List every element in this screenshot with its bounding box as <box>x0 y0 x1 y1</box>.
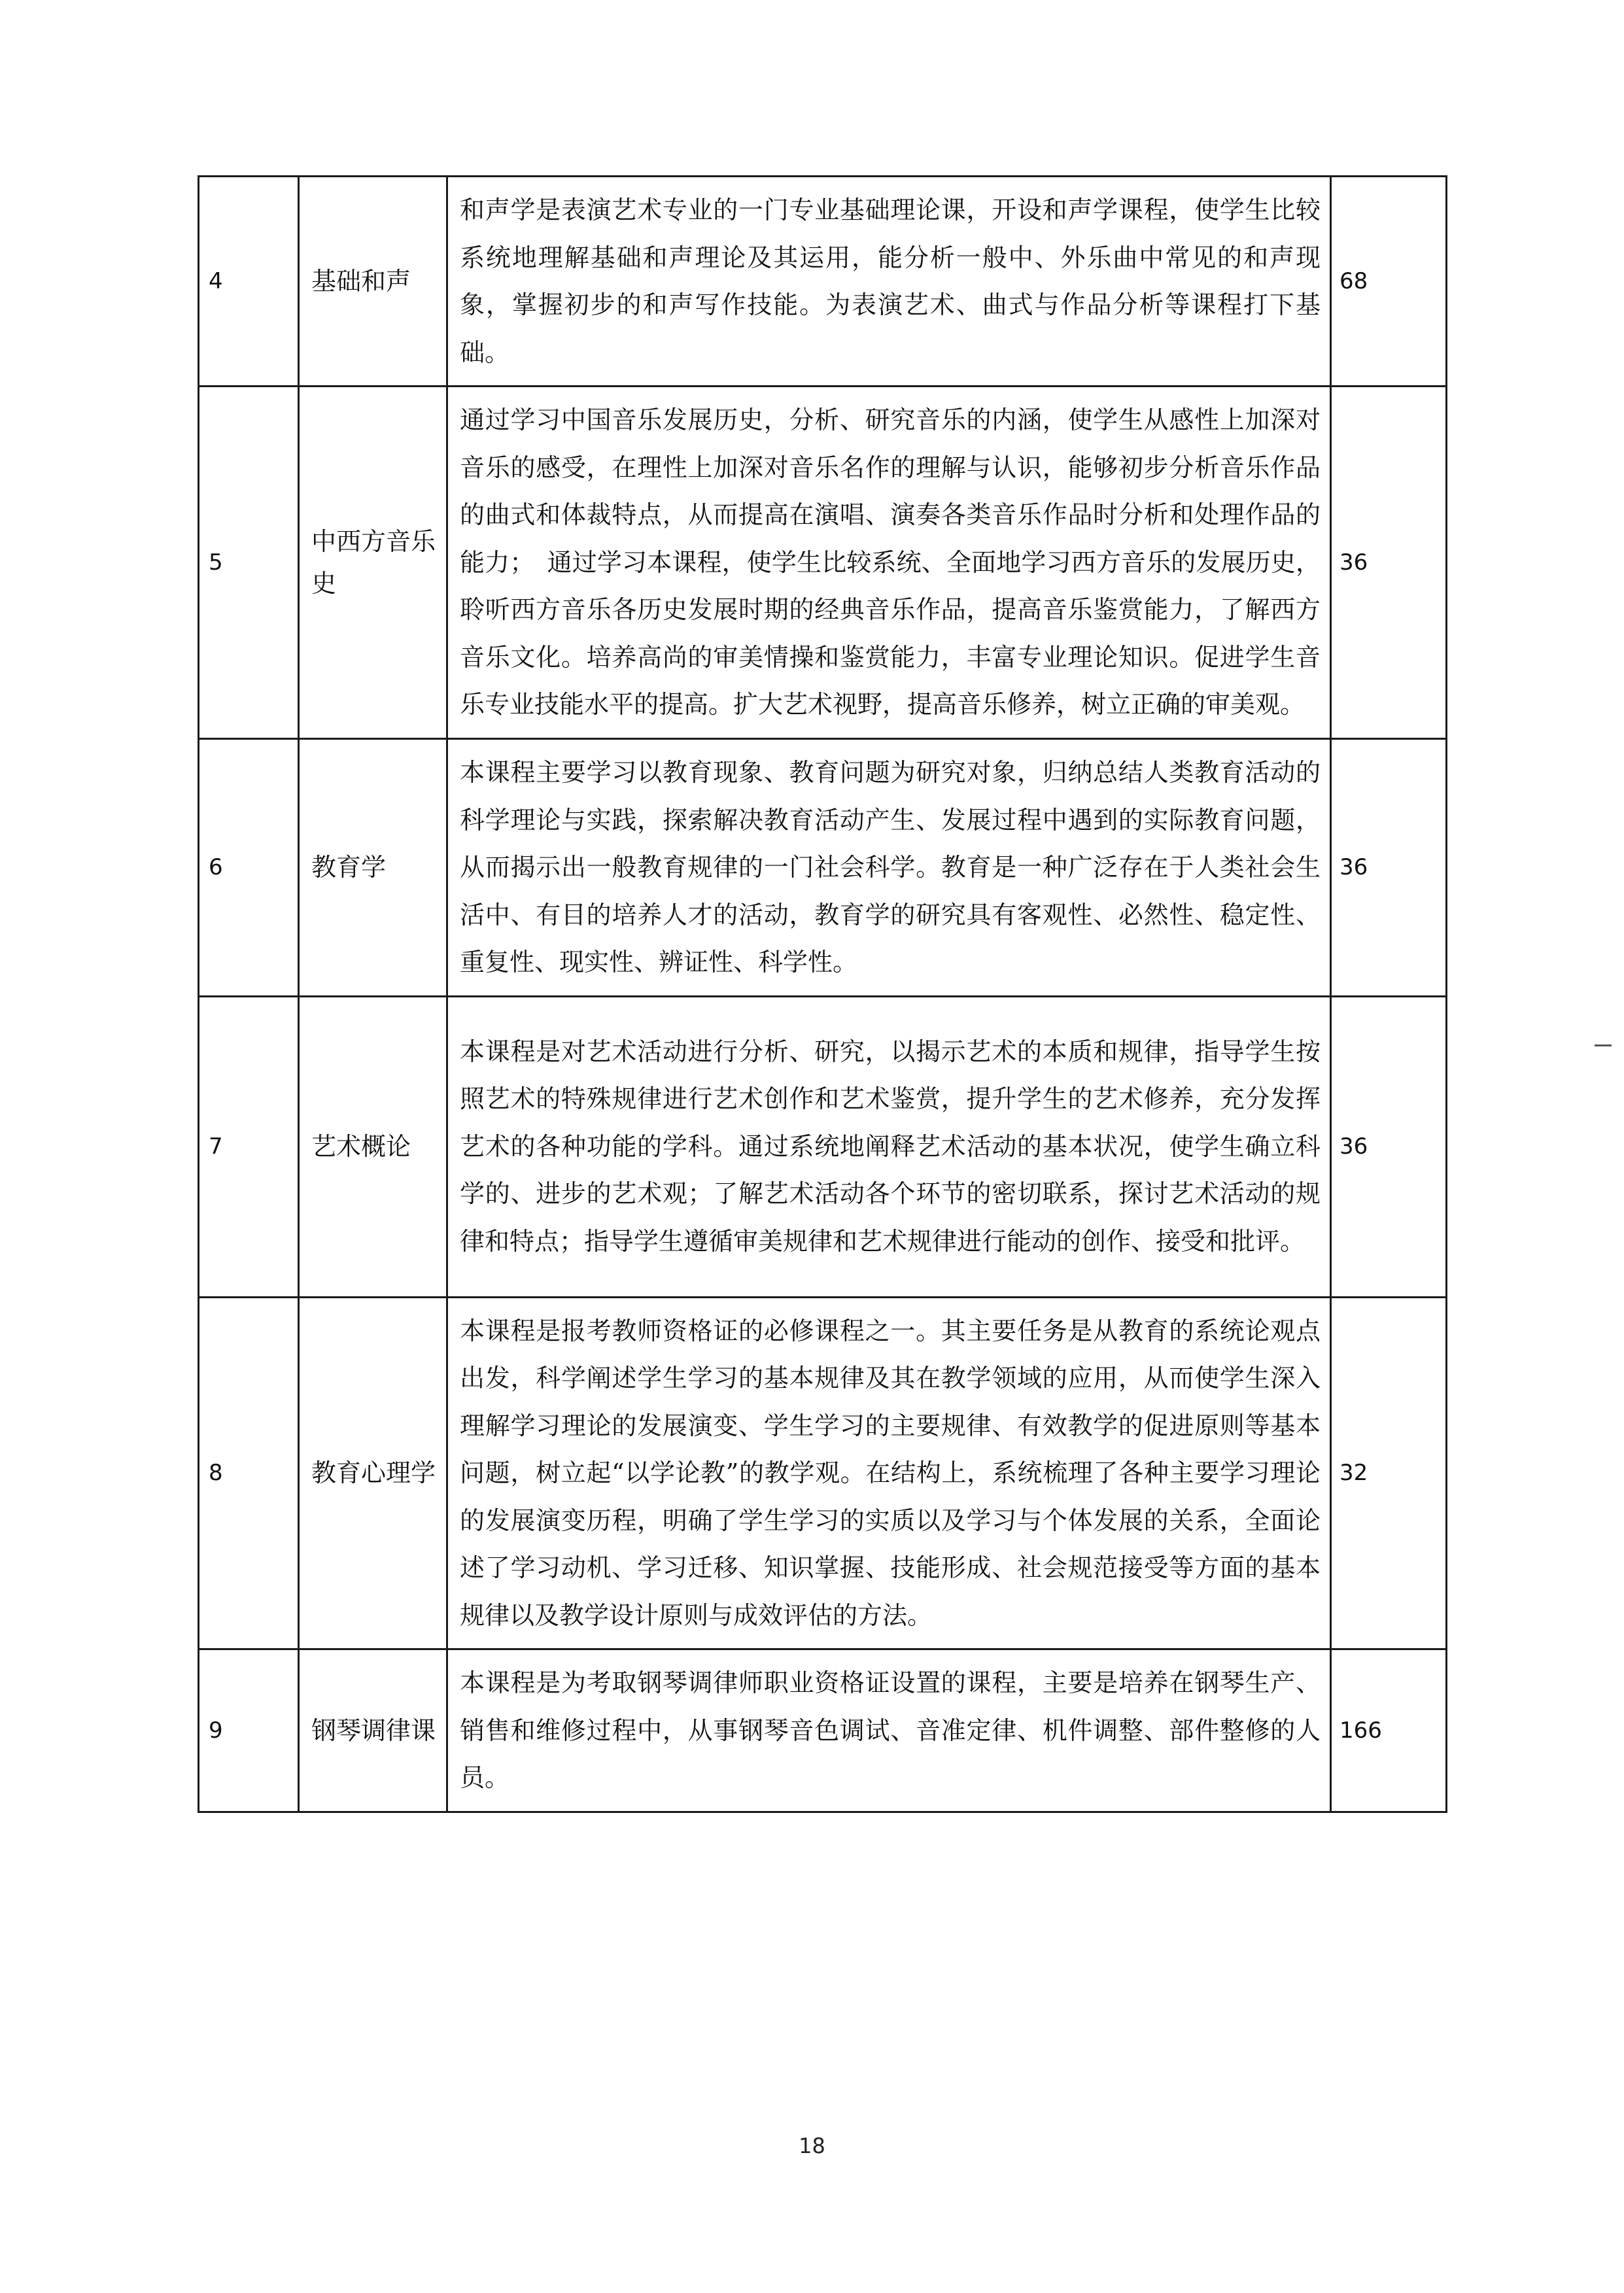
course-description: 通过学习中国音乐发展历史，分析、研究音乐的内涵，使学生从感性上加深对音乐的感受，在理性上加深对音乐名作的理解与认识，能够初步分析音乐作品的曲式和体裁特点，从而提高在演唱、演奏各类音乐作品时分析和处理作品的能力； 通过学习本课程，使学生比较系统、全面地学习西方音乐的发展历史，聆听西方音乐各历史发展时期的经典音乐作品，提高音乐鉴赏能力，了解西方音乐文化。培养高尚的审美情操和鉴赏能力，丰富专业理论知识。促进学生音乐专业技能水平的提高。扩大艺术视野，提高音乐修养，树立正确的审美观。 <box>447 387 1331 739</box>
course-hours: 36 <box>1331 996 1447 1297</box>
course-hours: 36 <box>1331 387 1447 739</box>
course-description: 本课程是对艺术活动进行分析、研究，以揭示艺术的本质和规律，指导学生按照艺术的特殊规律进行艺术创作和艺术鉴赏，提升学生的艺术修养，充分发挥艺术的各种功能的学科。通过系统地阐释艺术活动的基本状况，使学生确立科学的、进步的艺术观；了解艺术活动各个环节的密切联系，探讨艺术活动的规律和特点；指导学生遵循审美规律和艺术规律进行能动的创作、接受和批评。 <box>447 996 1331 1297</box>
course-number: 7 <box>199 996 299 1297</box>
table-row <box>199 177 1447 387</box>
course-hours: 166 <box>1331 1649 1447 1812</box>
table-row <box>199 739 1447 997</box>
course-table <box>198 175 1447 1813</box>
course-name: 教育心理学 <box>299 1297 447 1649</box>
course-description: 本课程是为考取钢琴调律师职业资格证设置的课程，主要是培养在钢琴生产、销售和维修过程中，从事钢琴音色调试、音准定律、机件调整、部件整修的人员。 <box>447 1649 1331 1812</box>
course-hours: 68 <box>1331 177 1447 387</box>
scan-artifact-mark <box>1595 1044 1612 1046</box>
course-hours: 32 <box>1331 1297 1447 1649</box>
table-row <box>199 387 1447 739</box>
course-number: 5 <box>199 387 299 739</box>
course-number: 8 <box>199 1297 299 1649</box>
course-number: 4 <box>199 177 299 387</box>
table-row <box>199 1649 1447 1812</box>
table-row <box>199 996 1447 1297</box>
course-number: 9 <box>199 1649 299 1812</box>
course-number: 6 <box>199 739 299 997</box>
course-description: 和声学是表演艺术专业的一门专业基础理论课，开设和声学课程，使学生比较系统地理解基础和声理论及其运用，能分析一般中、外乐曲中常见的和声现象，掌握初步的和声写作技能。为表演艺术、曲式与作品分析等课程打下基础。 <box>447 177 1331 387</box>
course-name: 钢琴调律课 <box>299 1649 447 1812</box>
course-description: 本课程主要学习以教育现象、教育问题为研究对象，归纳总结人类教育活动的科学理论与实践，探索解决教育活动产生、发展过程中遇到的实际教育问题，从而揭示出一般教育规律的一门社会科学。教育是一种广泛存在于人类社会生活中、有目的培养人才的活动，教育学的研究具有客观性、必然性、稳定性、重复性、现实性、辨证性、科学性。 <box>447 739 1331 997</box>
course-name: 基础和声 <box>299 177 447 387</box>
course-name: 教育学 <box>299 739 447 997</box>
course-name: 中西方音乐史 <box>299 387 447 739</box>
page-number: 18 <box>799 2133 825 2158</box>
course-name: 艺术概论 <box>299 996 447 1297</box>
course-hours: 36 <box>1331 739 1447 997</box>
course-description: 本课程是报考教师资格证的必修课程之一。其主要任务是从教育的系统论观点出发，科学阐述学生学习的基本规律及其在教学领域的应用，从而使学生深入理解学习理论的发展演变、学生学习的主要规律、有效教学的促进原则等基本问题，树立起“以学论教”的教学观。在结构上，系统梳理了各种主要学习理论的发展演变历程，明确了学生学习的实质以及学习与个体发展的关系，全面论述了学习动机、学习迁移、知识掌握、技能形成、社会规范接受等方面的基本规律以及教学设计原则与成效评估的方法。 <box>447 1297 1331 1649</box>
table-row <box>199 1297 1447 1649</box>
